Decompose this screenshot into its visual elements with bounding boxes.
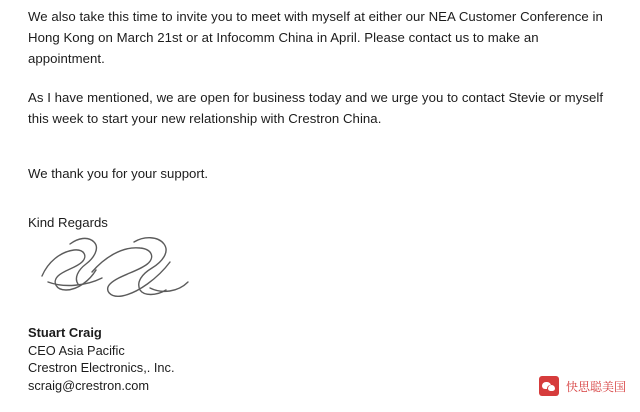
thank-you-line: We thank you for your support. bbox=[28, 166, 209, 181]
signer-name: Stuart Craig bbox=[28, 325, 102, 340]
signer-title: CEO Asia Pacific bbox=[28, 342, 125, 358]
letter-body bbox=[28, 6, 616, 147]
signer-email[interactable]: scraig@crestron.com bbox=[28, 377, 150, 393]
watermark-label: 快思聪美国 bbox=[565, 379, 626, 394]
signature-image bbox=[30, 232, 230, 314]
wechat-official-account-icon bbox=[539, 376, 559, 396]
paragraph-invite: We also take this time to invite you to meet with myself at either our NEA Customer Conference in Hong Kong on March 21st or at Infocomm China in April. Please contact us to make an appointment. bbox=[28, 9, 603, 66]
watermark bbox=[539, 376, 626, 396]
closing-line: Kind Regards bbox=[28, 215, 108, 230]
signer-company: Crestron Electronics,. Inc. bbox=[28, 360, 175, 375]
paragraph-business: As I have mentioned, we are open for business today and we urge you to contact Stevie or myself this week to start your new relationship with Crestron China. bbox=[28, 90, 604, 126]
signature-block bbox=[28, 324, 175, 394]
